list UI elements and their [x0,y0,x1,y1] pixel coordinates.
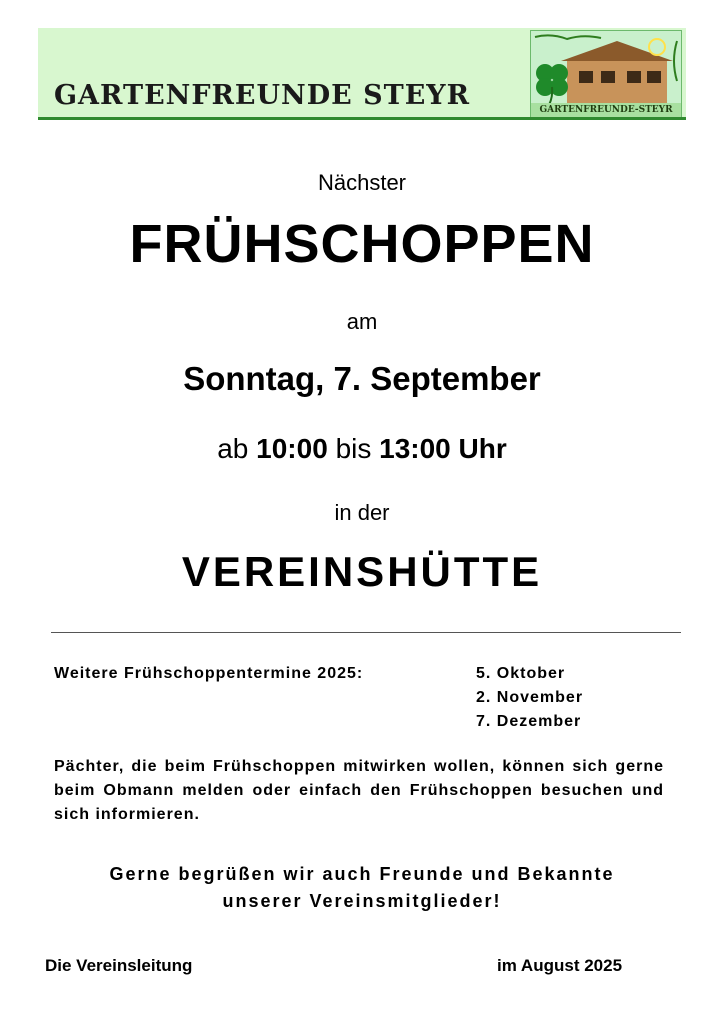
date-item: 5. Oktober [476,665,566,682]
club-name: GARTENFREUNDE STEYR [54,80,471,111]
signature: Die Vereinsleitung [45,956,193,975]
more-dates-list [476,665,583,737]
date-item: 2. November [476,689,584,706]
welcome-message [0,861,724,915]
time-prefix: ab [217,433,249,464]
welcome-line: unserer Vereinsmitglieder! [222,891,502,911]
more-dates-label: Weitere Frühschoppentermine 2025: [54,665,364,682]
location-prefix: in der [334,500,390,525]
header-banner [38,28,686,118]
time-start: 10:00 [256,433,328,464]
event-date: Sonntag, 7. September [183,360,541,397]
am-text: am [346,309,378,334]
time-mid: bis [335,433,372,464]
date-item: 7. Dezember [476,713,582,730]
welcome-line: Gerne begrüßen wir auch Freunde und Bekannte [109,864,615,884]
event-location: VEREINSHÜTTE [181,548,543,595]
header-rule [38,117,686,120]
club-logo [530,30,682,118]
divider [51,632,681,633]
time-end: 13:00 Uhr [379,433,507,464]
event-title: FRÜHSCHOPPEN [129,214,595,274]
issue-date: im August 2025 [497,956,623,975]
event-time [0,433,724,465]
info-paragraph: Pächter, die beim Frühschoppen mitwirken wollen, können sich gerne beim Obmann melden oder einfach den Frühschoppen besuchen und sich informieren. [54,758,664,823]
intro-text: Nächster [317,170,407,195]
logo-caption: GARTENFREUNDE-STEYR [539,105,673,115]
